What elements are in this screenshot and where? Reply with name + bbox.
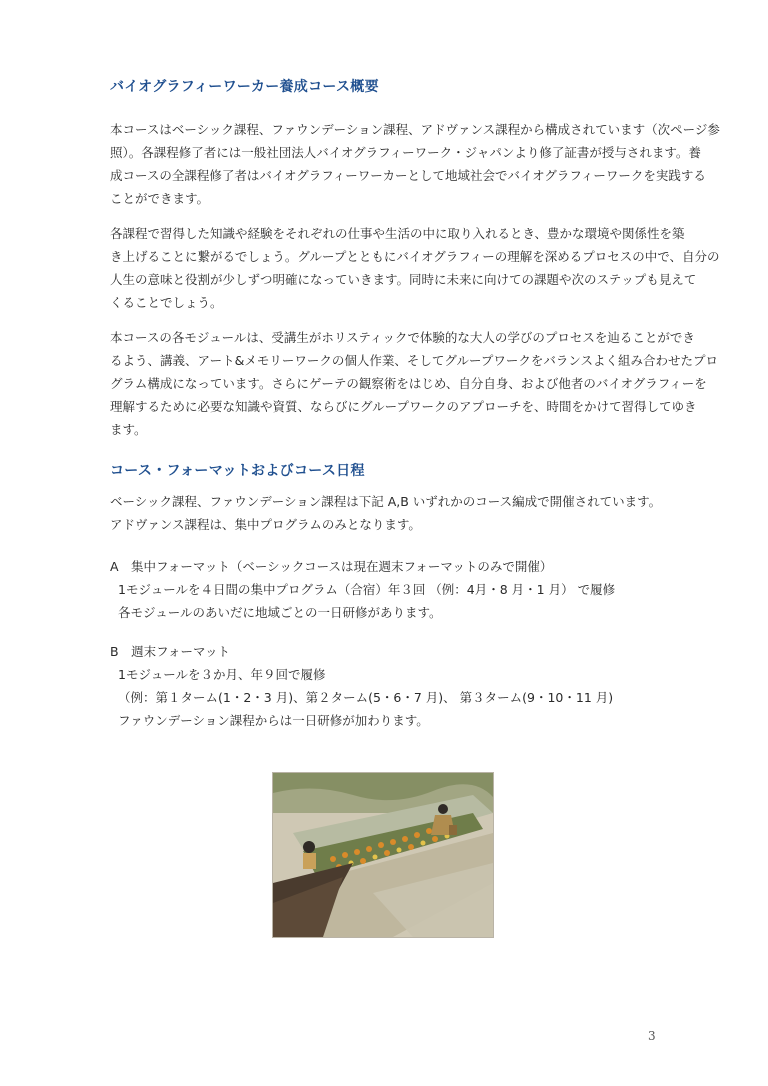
text-line: 本コースの各モジュールは、受講生がホリスティックで体験的な大人の学びのプロセスを辿ることができ	[110, 330, 695, 345]
text-line: ベーシック課程、ファウンデーション課程は下記 A,B いずれかのコース編成で開催されています。	[110, 494, 662, 509]
format-a-title: A 集中フォーマット（ベーシックコースは現在週末フォーマットのみで開催）	[110, 559, 553, 574]
format-a-line: 各モジュールのあいだに地域ごとの一日研修があります。	[118, 605, 442, 620]
text-line: ことができます。	[110, 191, 210, 206]
format-a-line: 1モジュールを４日間の集中プログラム（合宿）年３回 （例：4月・8 月・1 月） で履修	[118, 582, 616, 597]
page-number: 3	[648, 1029, 656, 1043]
text-line: アドヴァンス課程は、集中プログラムのみとなります。	[110, 517, 421, 532]
text-line: 本コースはベーシック課程、ファウンデーション課程、アドヴァンス課程から構成されています（次ページ参	[110, 122, 720, 137]
format-b-title: B 週末フォーマット	[110, 644, 230, 659]
text-line: 人生の意味と役割が少しずつ明確になっていきます。同時に未来に向けての課題や次のステップも見えて	[110, 272, 697, 287]
text-line: 成コースの全課程修了者はバイオグラフィーワーカーとして地域社会でバイオグラフィーワークを実践する	[110, 168, 706, 183]
format-a-block	[110, 555, 670, 624]
overview-paragraph-3	[110, 326, 718, 441]
text-line: 照）。各課程修了者には一般社団法人バイオグラフィーワーク・ジャパンより修了証書が授与されます。養	[110, 145, 701, 160]
painting-svg	[273, 773, 493, 937]
overview-paragraph-2	[110, 222, 720, 314]
garden-painting-image	[272, 772, 494, 938]
text-line: グラム構成になっています。さらにゲーテの観察術をはじめ、自分自身、および他者のバイオグラフィーを	[110, 376, 707, 391]
format-b-block	[110, 640, 670, 732]
text-line: 理解するために必要な知識や資質、ならびにグループワークのアプローチを、時間をかけて習得してゆき	[110, 399, 697, 414]
text-line: 各課程で習得した知識や経験をそれぞれの仕事や生活の中に取り入れるとき、豊かな環境や関係性を築	[110, 226, 685, 241]
section-heading-overview: バイオグラフィーワーカー養成コース概要	[110, 79, 379, 95]
text-line: るよう、講義、アート&メモリーワークの個人作業、そしてグループワークをバランスよく組み合わせたプロ	[110, 353, 718, 368]
format-intro	[110, 490, 670, 536]
format-b-line: 1モジュールを３か月、年９回で履修	[118, 667, 326, 682]
text-line: くることでしょう。	[110, 295, 223, 310]
text-line: ます。	[110, 422, 147, 437]
text-line: き上げることに繋がるでしょう。グループとともにバイオグラフィーの理解を深めるプロセスの中で、自分の	[110, 249, 720, 264]
format-b-line: ファウンデーション課程からは一日研修が加わります。	[118, 713, 429, 728]
overview-paragraph-1	[110, 118, 720, 210]
format-b-line: （例：第１ターム(1・2・3 月)、第２ターム(5・6・7 月)、 第３ターム(9・10・11 月)	[118, 690, 614, 705]
section-heading-format: コース・フォーマットおよびコース日程	[110, 463, 365, 479]
